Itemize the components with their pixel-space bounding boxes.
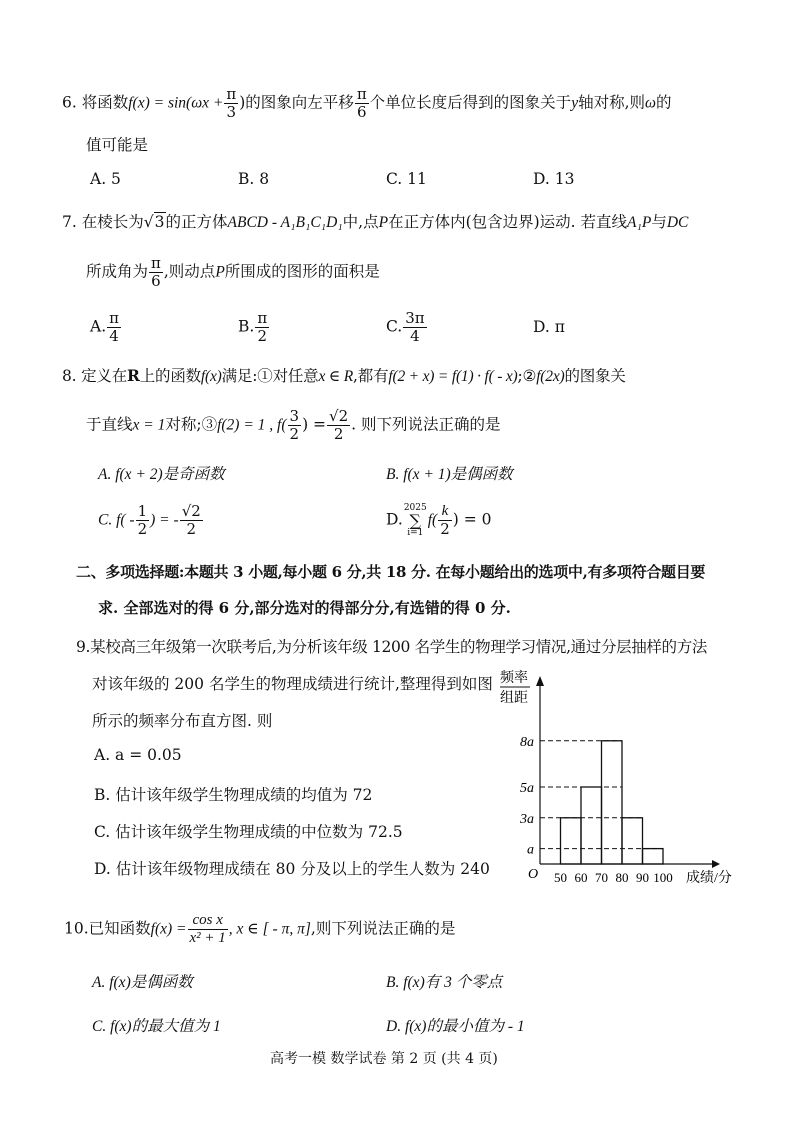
x-tick-label: 100 [653,870,673,885]
q10-number: 10. [64,919,89,938]
histogram-bar [602,741,623,864]
y-axis-arrow [536,676,544,686]
x-tick-label: 50 [554,870,567,885]
q10-option-a: A. f(x)是偶函数 [92,974,193,991]
question-7-line1: 7. 在棱长为√3的正方体ABCD - A₁B₁C₁D₁中,点P在正方体内(包含边界)运动. 若直线A₁P与DC [62,213,689,231]
q9-option-a: A. a = 0.05 [94,746,182,764]
q8-option-d: D. 2025 ∑ i=1 f( $\frac{k}{2}$ ) = 0 [386,502,492,538]
q8-option-a: A. f(x + 2)是奇函数 [98,466,225,483]
question-6-line1: 6. 将函数f(x) = sin(ωx + $\frac{\pi}{3}$ )的图象向左平移 $\frac{\pi}{6}$ 个单位长度后得到的图象关于y轴对称,则ω的 [62,85,672,121]
q9-option-d: D. 估计该年级物理成绩在 80 分及以上的学生人数为 240 [94,860,490,878]
x-tick-label: 80 [615,870,629,885]
q8-number: 8. [62,367,77,385]
histogram-bar [581,787,602,864]
q6-option-d: D. 13 [533,170,575,188]
y-tick-label: 3a [520,811,534,827]
x-axis-label: 成绩/分 [686,871,732,886]
question-9-line1: 9.某校高三年级第一次联考后,为分析该年级 1200 名学生的物理学习情况,通过分层抽样的方法 [76,638,708,656]
section-2-heading-line2: 求. 全部选对的得 6 分,部分选对的得部分分,有选错的得 0 分. [98,599,511,617]
q9-option-c: C. 估计该年级学生物理成绩的中位数为 72.5 [94,823,403,841]
q6-option-c: C. 11 [386,170,427,188]
origin-label: O [528,867,539,882]
x-axis-arrow [712,860,720,868]
y-axis-label-top: 频率 [500,671,528,686]
histogram-bar [622,818,643,864]
page-footer: 高考一模 数学试卷 第 2 页 (共 4 页) [270,1051,498,1067]
q6-option-a: A. 5 [90,170,121,188]
histogram-bar [561,818,582,864]
q10-option-c: C. f(x)的最大值为 1 [92,1018,221,1035]
x-tick-label: 90 [636,870,649,885]
q9-number: 9. [76,638,91,656]
y-tick-label: 5a [520,781,534,796]
q8-option-c: C. f( - $\frac{1}{2}$ ) = - $\frac{√2}{2}$ [98,502,201,538]
q9-option-b: B. 估计该年级学生物理成绩的均值为 72 [94,786,373,804]
question-8-line2: 于直线x = 1对称;③f(2) = 1 , f( $\frac{3}{2}$ ) = $\frac{√2}{2}$ . 则下列说法正确的是 [86,407,501,443]
q7-option-b: B. $\frac{\pi}{2}$ [238,309,268,345]
question-6-line2: 值可能是 [86,136,149,154]
q10-option-d: D. f(x)的最小值为 - 1 [386,1018,525,1035]
q10-option-b: B. f(x)有 3 个零点 [386,974,503,991]
frequency-histogram [490,668,740,898]
histogram-bar [643,849,664,864]
q7-number: 7. [62,213,77,231]
question-9-line2: 对该年级的 200 名学生的物理成绩进行统计,整理得到如图 [92,675,493,693]
q7-option-c: C. $\frac{3\pi}{4}$ [386,309,425,345]
q6-option-b: B. 8 [238,170,270,188]
y-tick-label: 8a [520,734,534,750]
y-tick-label: a [527,842,534,858]
section-2-heading: 二、多项选择题:本题共 3 小题,每小题 6 分,共 18 分. 在每小题给出的选项中,有多项符合题目要 [76,563,706,581]
x-tick-label: 70 [595,870,608,885]
q7-option-a: A. $\frac{\pi}{4}$ [90,309,119,345]
q7-option-d: D. π [533,318,565,336]
question-9-line3: 所示的频率分布直方图. 则 [92,712,273,730]
q8-option-b: B. f(x + 1)是偶函数 [386,466,513,483]
question-10-line1: 10.已知函数f(x) = $\frac{\text{cos x}}{\text{x² + 1}}$ , x ∈ [ - π, π],则下列说法正确的是 [64,912,456,946]
y-axis-label-bottom: 组距 [500,691,528,706]
question-8-line1: 8. 定义在R上的函数f(x)满足:①对任意x ∈ R,都有f(2 + x) = f(1) · f( - x);②f(2x)的图象关 [62,366,626,385]
x-tick-label: 60 [574,870,588,885]
q6-number: 6. [62,93,77,112]
question-7-line2: 所成角为 $\frac{\pi}{6}$ ,则动点P所围成的图形的面积是 [86,254,380,290]
